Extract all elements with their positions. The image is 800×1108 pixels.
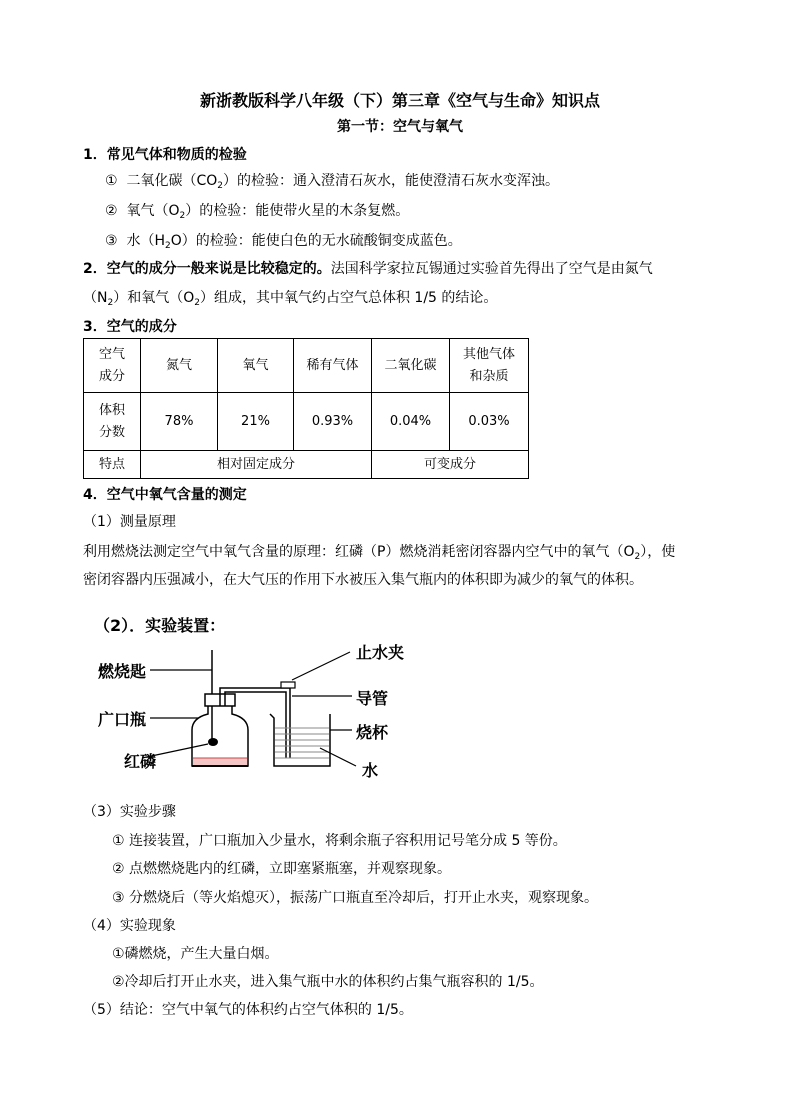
s4-p1-line1-pre: 利用燃烧法测定空气中氧气含量的原理：红磷（P）燃烧消耗密闭容器内空气中的氧气（O (83, 544, 635, 560)
s4-heading: 4．空气中氧气含量的测定 (83, 487, 247, 503)
s4-p1-title: （1）测量原理 (83, 514, 176, 530)
s1-heading: 1．常见气体和物质的检验 (83, 147, 247, 163)
document-title: 新浙教版科学八年级（下）第三章《空气与生命》知识点 (199, 91, 600, 110)
s4-p3-step2: ② 点燃燃烧匙内的红磷，立即塞紧瓶塞，并观察现象。 (112, 861, 451, 877)
s4-p3-step1: ① 连接装置，广口瓶加入少量水，将剩余瓶子容积用记号笔分成 5 等份。 (112, 833, 567, 849)
s1-item3-pre: 水（H (126, 233, 165, 249)
cell-text: 分数 (98, 424, 125, 440)
s1-item1-post: ）的检验：通入澄清石灰水，能使澄清石灰水变浑浊。 (223, 173, 559, 189)
bottle-water (193, 758, 247, 765)
s1-item3-num: ③ (105, 233, 118, 249)
table-cell: 21% (218, 393, 294, 451)
label-delivery-tube: 导管 (356, 689, 389, 708)
label-red-phosphorus: 红磷 (124, 752, 157, 771)
cell-text: 体积 (98, 402, 125, 418)
figure-title: （2）．实验装置： (94, 616, 226, 635)
wide-mouth-bottle (192, 706, 248, 766)
table-cell: 0.04% (372, 393, 450, 451)
s1-item1-sub: 2 (217, 181, 223, 191)
s4-p4-item1: ①磷燃烧，产生大量白烟。 (112, 946, 279, 962)
s1-item1-pre: 二氧化碳（CO (126, 173, 218, 189)
air-composition-table (83, 338, 529, 479)
table-cell: 0.03% (450, 393, 529, 451)
table-header-cell (450, 339, 529, 393)
s1-item1-num: ① (105, 173, 118, 189)
section-title: 第一节：空气与氧气 (337, 119, 463, 135)
s2-line1 (83, 254, 653, 284)
table-cell: 相对固定成分 (141, 451, 372, 479)
cell-text: 其他气体 (462, 346, 515, 362)
s4-p1-line1-sub: 2 (634, 552, 641, 562)
label-water: 水 (362, 761, 379, 780)
label-wide-mouth-bottle: 广口瓶 (98, 710, 147, 729)
s1-item3-sub: 2 (165, 241, 171, 251)
s1-item2-sub: 2 (179, 211, 186, 221)
table-row (84, 393, 529, 451)
s1-item2-num: ② (105, 203, 118, 219)
s2-line2-sub1: 2 (107, 298, 114, 308)
table-header-cell: 氮气 (141, 339, 218, 393)
s4-p4-title: （4）实验现象 (83, 918, 176, 934)
cell-text: 和杂质 (469, 368, 509, 384)
table-header-cell: 稀有气体 (294, 339, 372, 393)
table-cell: 可变成分 (372, 451, 529, 479)
s2-line2-sub2: 2 (194, 298, 200, 308)
s4-p4-item2: ②冷却后打开止水夹，进入集气瓶中水的体积约占集气瓶容积的 1/5。 (112, 974, 544, 990)
leader-clamp (292, 652, 350, 680)
s4-p3-step3: ③ 分燃烧后（等火焰熄灭），振荡广口瓶直至冷却后，打开止水夹，观察现象。 (112, 890, 598, 906)
s2-rest: 法国科学家拉瓦锡通过实验首先得出了空气是由氮气 (330, 261, 653, 277)
table-row (84, 451, 529, 479)
table-cell (84, 393, 141, 451)
s2-line2 (83, 283, 497, 318)
cell-text: 空气 (98, 346, 125, 362)
s2-bold: 2．空气的成分一般来说是比较稳定的。 (83, 261, 331, 277)
s4-p1-line2: 密闭容器内压强减小，在大气压的作用下水被压入集气瓶内的体积即为减少的氧气的体积。 (83, 572, 643, 588)
cell-text: 成分 (98, 368, 125, 384)
label-water-clamp: 止水夹 (356, 643, 405, 662)
s1-item2-pre: 氧气（O (126, 203, 180, 219)
table-header-cell: 二氧化碳 (372, 339, 450, 393)
table-cell: 78% (141, 393, 218, 451)
table-row (84, 339, 529, 393)
phosphorus-bead (208, 738, 218, 746)
table-cell: 特点 (84, 451, 141, 479)
water-clamp (281, 682, 295, 688)
table-header-cell (84, 339, 141, 393)
s4-p5-conclusion: （5）结论：空气中氧气的体积约占空气体积的 1/5。 (83, 1002, 413, 1018)
s1-item3-post: O）的检验：能使白色的无水硫酸铜变成蓝色。 (170, 233, 462, 249)
label-combustion-spoon: 燃烧匙 (98, 662, 147, 681)
table-header-cell: 氧气 (218, 339, 294, 393)
s2-line2-post: ）组成，其中氧气约占空气总体积 1/5 的结论。 (199, 290, 498, 306)
s2-line2-mid: ）和氧气（O (113, 290, 195, 306)
s4-p1-line1-post: ），使 (640, 544, 676, 560)
s3-heading: 3．空气的成分 (83, 319, 177, 335)
leader-water (320, 748, 356, 766)
s1-item2-post: ）的检验：能使带火星的木条复燃。 (185, 203, 410, 219)
s2-line2-pre: （N (83, 290, 108, 306)
label-beaker: 烧杯 (356, 723, 389, 742)
table-cell: 0.93% (294, 393, 372, 451)
s4-p3-title: （3）实验步骤 (83, 804, 176, 820)
beaker-water (275, 728, 329, 758)
